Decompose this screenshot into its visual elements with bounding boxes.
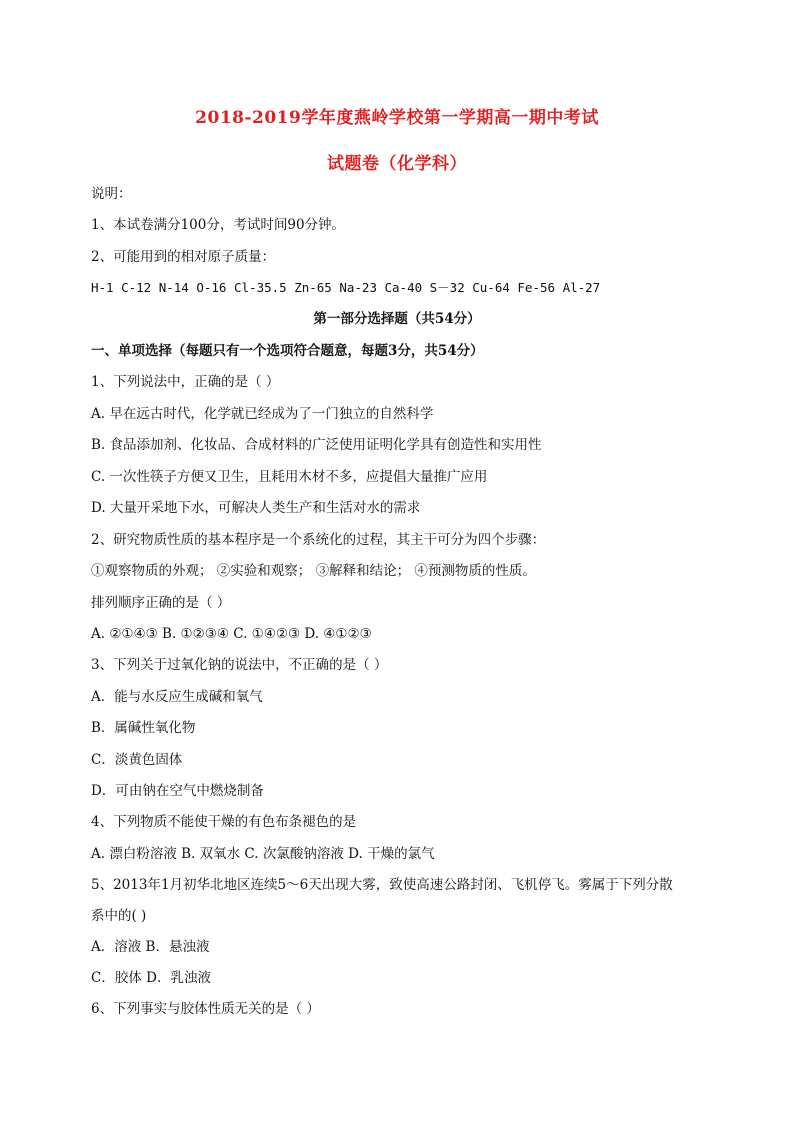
notes-heading: 说明：: [91, 186, 132, 202]
question-2-steps: ①观察物质的外观； ②实验和观察； ③解释和结论； ④预测物质的性质。: [91, 563, 536, 579]
question-3-option-c: C．淡黄色固体: [91, 752, 183, 768]
question-4-options: A. 漂白粉溶液 B. 双氧水 C. 次氯酸钠溶液 D. 干燥的氯气: [91, 846, 435, 862]
question-1-option-a: A. 早在远古时代，化学就已经成为了一门独立的自然科学: [91, 406, 434, 422]
note-item-1: 1、本试卷满分100分，考试时间90分钟。: [91, 217, 346, 233]
question-1-option-c: C. 一次性筷子方便又卫生，且耗用木材不多，应提倡大量推广应用: [91, 469, 488, 485]
question-5-stem-line-2: 系中的( ): [91, 908, 147, 924]
question-3-stem: 3、下列关于过氧化钠的说法中，不正确的是（ ）: [91, 657, 388, 673]
exam-subtitle: 试题卷（化学科）: [327, 154, 467, 174]
question-5-stem-line-1: 5、2013年1月初华北地区连续5～6天出现大雾，致使高速公路封闭、飞机停飞。雾属于下列分散: [91, 877, 673, 893]
question-1-stem: 1、下列说法中，正确的是（ ）: [91, 374, 280, 390]
question-2-stem: 2、研究物质性质的基本程序是一个系统化的过程，其主干可分为四个步骤：: [91, 532, 546, 548]
question-3-option-a: A．能与水反应生成碱和氧气: [91, 689, 263, 705]
question-2-options: A. ②①④③ B. ①②③④ C. ①④②③ D. ④①②③: [91, 626, 372, 642]
question-5-options-ab: A．溶液 B．悬浊液: [91, 939, 210, 955]
note-item-2: 2、可能用到的相对原子质量：: [91, 249, 276, 265]
question-1-option-b: B. 食品添加剂、化妆品、合成材料的广泛使用证明化学具有创造性和实用性: [91, 437, 542, 453]
atomic-masses: H-1 C-12 N-14 O-16 Cl-35.5 Zn-65 Na-23 Ca-40 S－32 Cu-64 Fe-56 Al-27: [91, 280, 601, 295]
question-3-option-d: D．可由钠在空气中燃烧制备: [91, 783, 264, 799]
part-title: 第一部分选择题（共54分）: [313, 311, 481, 327]
section-heading: 一、单项选择（每题只有一个选项符合题意，每题3分，共54分）: [91, 343, 484, 359]
exam-title: 2018-2019学年度燕岭学校第一学期高一期中考试: [195, 108, 599, 128]
question-4-stem: 4、下列物质不能使干燥的有色布条褪色的是: [91, 814, 357, 830]
question-1-option-d: D. 大量开采地下水，可解决人类生产和生活对水的需求: [91, 500, 421, 516]
question-2-ask: 排列顺序正确的是（ ）: [91, 595, 231, 611]
question-3-option-b: B．属碱性氧化物: [91, 720, 196, 736]
question-5-options-cd: C．胶体 D．乳浊液: [91, 970, 211, 986]
question-6-stem: 6、下列事实与胶体性质无关的是（ ）: [91, 1001, 320, 1017]
